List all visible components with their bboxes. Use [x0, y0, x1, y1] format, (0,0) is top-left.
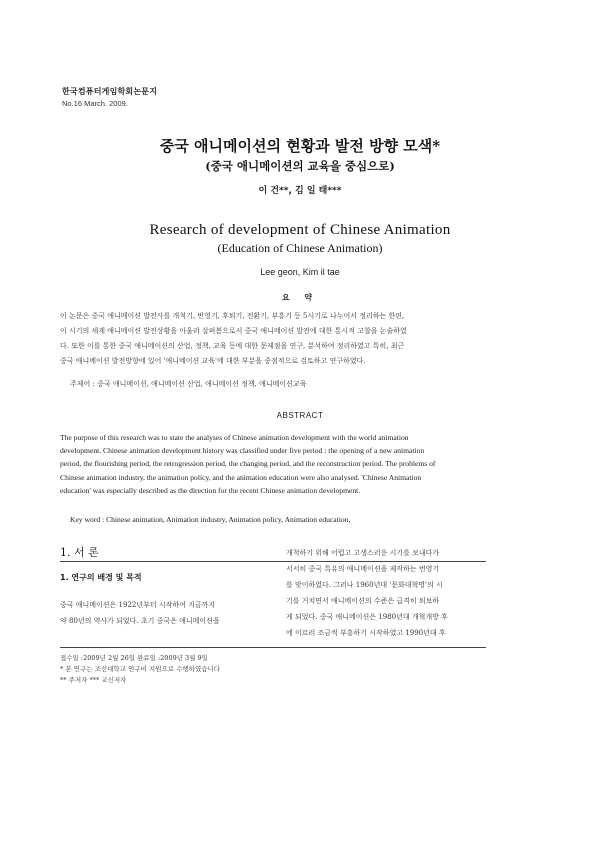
footnote-divider [60, 647, 486, 648]
keywords-english: Key word : Chinese animation, Animation industry, Animation policy, Animation education, [70, 515, 351, 524]
body-line: 중국 애니메이션은 1922년부터 시작하여 지금까지 [60, 601, 216, 609]
abstract-english-line: education' was especially described as the direction for the recent Chinese animation development. [60, 485, 361, 495]
subtitle-korean: (중국 애니메이션의 교육을 중심으로) [205, 159, 395, 173]
body-line: 게 되었다. 중국 애니메이션은 1980년대 개혁개방 후 [286, 613, 448, 621]
title-english: Research of development of Chinese Animation [149, 222, 451, 238]
section-heading: 1. 서 론 [60, 546, 99, 559]
journal-issue: No.16 March. 2009. [62, 99, 128, 108]
subtitle-english: (Education of Chinese Animation) [217, 241, 383, 255]
journal-name: 한국컴퓨터게임학회논문지 [62, 87, 158, 96]
body-line: 에 이르러 조금씩 부흥하기 시작하였고 1990년대 후 [286, 629, 446, 637]
subsection-heading: 1. 연구의 배경 및 목적 [60, 573, 142, 582]
body-line: 약 80년의 역사가 되었다. 초기 중국은 애니메이션을 [60, 617, 220, 625]
footnote-line: ** 주저자 *** 교신저자 [60, 676, 127, 684]
abstract-english-heading: ABSTRACT [276, 411, 324, 420]
abstract-english-line: Chinese animation industry, the animation policy, and the animation education were also analysed. 'Chinese Animation [60, 472, 422, 482]
abstract-english-line: period, the flourishing period, the retrogression period, the changing period, and the reconstruction period. The problems of [60, 459, 436, 469]
abstract-korean-line: 중국 애니메이션 발전방향에 있어 '애니메이션 교육'에 대한 부분을 중점적으로 검토하고 연구하였다. [60, 357, 366, 365]
abstract-korean [60, 309, 540, 369]
abstract-english [60, 431, 540, 497]
abstract-korean-line: 이 논문은 중국 애니메이션 발전사를 개척기, 번영기, 후퇴기, 전환기, 부흥기 등 5시기로 나누어서 정리하는 한편, [60, 312, 405, 320]
abstract-english-line: The purpose of this research was to state the analyses of Chinese animation development with the world animation [60, 433, 409, 442]
body-line: 개척하기 위해 어렵고 고생스러운 시기를 보내다가 [286, 549, 440, 557]
authors-korean: 이 건**, 김 일 태*** [258, 186, 342, 196]
footnote-line: * 본 연구는 조선대학교 연구비 지원으로 수행하였습니다 [60, 665, 221, 673]
abstract-korean-heading: 요 약 [281, 293, 319, 302]
body-line: 를 맞이하였다. 그러나 1960년대 '문화대혁명'의 시 [286, 581, 443, 589]
keywords-korean: 주제어 : 중국 애니메이션, 애니메이션 산업, 애니메이션 정책, 애니메이션교육 [70, 380, 307, 388]
footnotes [60, 653, 220, 686]
abstract-korean-line: 이 시기의 세계 애니메이션 발전상황을 아울러 살펴봄으로서 중국 애니메이션 발전에 대한 통시적 고찰을 논술하였 [60, 327, 407, 335]
abstract-korean-line: 다. 또한 이를 통한 중국 애니메이션의 산업, 정책, 교육 등에 대한 문제점을 연구, 분석하여 정리하였고 특히, 최근 [60, 342, 405, 350]
abstract-english-line: development. Chinese animation development history was classified under five period : the opening of a new animation [60, 446, 425, 456]
footnote-line: 접수일 :2009년 2월 26일 완료일 :2009년 3월 9일 [60, 654, 208, 662]
body-left-column [60, 597, 255, 629]
title-korean: 중국 애니메이션의 현황과 발전 방향 모색* [159, 137, 441, 155]
body-right-column [286, 545, 486, 641]
body-line: 서서히 중국 특유의 애니메이션을 제작하는 번영기 [286, 565, 440, 573]
authors-english: Lee geon, Kim il tae [260, 267, 340, 277]
body-line: 기를 거치면서 애니메이션의 수준은 급격히 퇴보하 [286, 597, 440, 605]
